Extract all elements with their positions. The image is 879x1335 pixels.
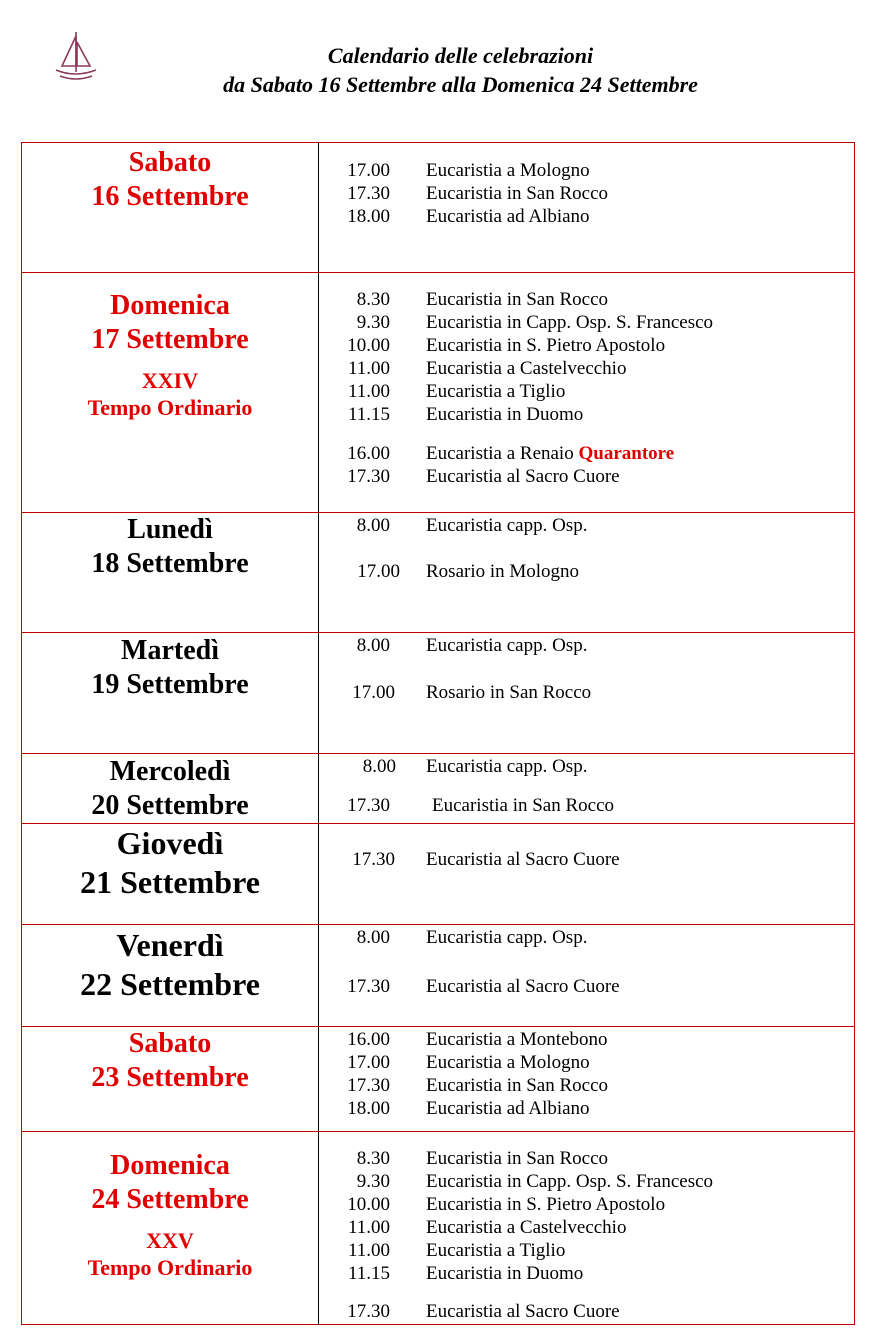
day-row-venerdi-22: [22, 924, 854, 1027]
calendar-date-range: da Sabato 16 Settembre alla Domenica 24 Settembre: [223, 72, 698, 97]
day-label: [22, 289, 318, 421]
event-time: 17.30: [347, 795, 390, 816]
calendar-title: Calendario delle celebrazioni: [327, 43, 594, 68]
event-desc: Eucaristia a Tiglio: [426, 381, 566, 402]
day-label: [22, 634, 318, 702]
liturgical-week: XXV: [146, 1228, 194, 1253]
event-desc: Eucaristia a Montebono: [426, 1029, 608, 1050]
event-time: 17.30: [352, 849, 395, 870]
event-time: 11.15: [347, 404, 390, 425]
event-desc: Eucaristia a Mologno: [426, 160, 590, 181]
event-time: 17.30: [347, 1075, 390, 1096]
day-row-domenica-17: [22, 272, 854, 513]
event-time: 17.30: [347, 1301, 390, 1322]
day-label: [22, 824, 318, 902]
day-name: Giovedì: [116, 825, 224, 861]
event-desc: Eucaristia al Sacro Cuore: [426, 1301, 620, 1322]
event-desc: Eucaristia al Sacro Cuore: [426, 466, 620, 487]
quarantore-highlight: Quarantore: [578, 443, 675, 464]
day-date: 17 Settembre: [91, 324, 249, 355]
event-desc: Eucaristia in Duomo: [426, 1263, 584, 1284]
liturgical-season: Tempo Ordinario: [87, 1255, 253, 1280]
event-desc: Eucaristia capp. Osp.: [426, 635, 588, 656]
day-label: [22, 146, 318, 214]
event-time: 17.30: [347, 466, 390, 487]
event-desc: Rosario in Mologno: [426, 561, 580, 582]
event-desc-text: Eucaristia a Renaio: [426, 443, 574, 464]
day-row-giovedi-21: [22, 823, 854, 925]
event-desc: Eucaristia capp. Osp.: [426, 756, 588, 777]
event-time: 9.30: [356, 1171, 390, 1192]
column-divider: [318, 1027, 319, 1132]
column-divider: [318, 143, 319, 272]
day-label: [22, 1027, 318, 1095]
event-time: 16.00: [347, 1029, 390, 1050]
column-divider: [318, 513, 319, 633]
event-desc: Eucaristia in San Rocco: [426, 289, 609, 310]
event-time: 9.30: [356, 312, 390, 333]
column-divider: [318, 925, 319, 1027]
column-divider: [318, 824, 319, 925]
event-time: 16.00: [347, 443, 390, 464]
event-time: 11.00: [347, 1240, 390, 1261]
event-time: 8.30: [356, 1148, 390, 1169]
event-desc: Eucaristia in San Rocco: [432, 795, 615, 816]
column-divider: [318, 754, 319, 824]
event-time: 17.30: [347, 976, 390, 997]
day-date: 21 Settembre: [80, 864, 260, 900]
event-time: 8.00: [356, 927, 390, 948]
day-date: 19 Settembre: [91, 669, 249, 700]
event-time: 18.00: [347, 206, 390, 227]
event-desc: Eucaristia capp. Osp.: [426, 515, 588, 536]
event-time: 17.00: [347, 160, 390, 181]
event-desc: Eucaristia in Capp. Osp. S. Francesco: [426, 1171, 714, 1192]
event-desc: Eucaristia in Capp. Osp. S. Francesco: [426, 312, 714, 333]
event-desc: Eucaristia in S. Pietro Apostolo: [426, 1194, 666, 1215]
day-label: [22, 926, 318, 1004]
day-row-mercoledi-20: [22, 753, 854, 824]
day-name: Sabato: [128, 1028, 212, 1059]
day-date: 20 Settembre: [91, 790, 249, 821]
day-date: 16 Settembre: [91, 181, 249, 212]
event-desc: Eucaristia in Duomo: [426, 404, 584, 425]
event-desc: Eucaristia al Sacro Cuore: [426, 849, 620, 870]
event-desc: Eucaristia in San Rocco: [426, 183, 609, 204]
event-time: 11.00: [347, 1217, 390, 1238]
event-desc: Rosario in San Rocco: [426, 682, 592, 703]
day-row-sabato-23: [22, 1026, 854, 1132]
day-name: Sabato: [128, 147, 212, 178]
event-desc: Eucaristia a Castelvecchio: [426, 358, 627, 379]
event-desc: Eucaristia in San Rocco: [426, 1075, 609, 1096]
event-desc: Eucaristia capp. Osp.: [426, 927, 588, 948]
day-name: Domenica: [110, 290, 230, 321]
day-date: 24 Settembre: [91, 1184, 249, 1215]
event-desc: Eucaristia a Tiglio: [426, 1240, 566, 1261]
event-time: 11.00: [347, 358, 390, 379]
column-divider: [318, 1132, 319, 1325]
column-divider: [318, 633, 319, 754]
day-date: 18 Settembre: [91, 548, 249, 579]
day-row-sabato-16: [22, 143, 854, 272]
event-desc: Eucaristia ad Albiano: [426, 1098, 590, 1119]
event-desc: [426, 442, 674, 465]
day-name: Martedì: [121, 635, 219, 666]
day-label: [22, 513, 318, 581]
event-desc: Eucaristia al Sacro Cuore: [426, 976, 620, 997]
liturgical-week: XXIV: [141, 368, 199, 393]
event-time: 17.00: [357, 561, 400, 582]
day-row-martedi-19: [22, 632, 854, 754]
event-time: 8.30: [356, 289, 390, 310]
column-divider: [318, 273, 319, 513]
event-time: 8.00: [356, 515, 390, 536]
day-name: Mercoledì: [109, 756, 231, 787]
event-time: 17.30: [347, 183, 390, 204]
day-row-lunedi-18: [22, 512, 854, 633]
day-label: [22, 1149, 318, 1281]
event-time: 10.00: [347, 335, 390, 356]
event-time: 11.15: [347, 1263, 390, 1284]
event-desc: Eucaristia in San Rocco: [426, 1148, 609, 1169]
day-date: 22 Settembre: [80, 966, 260, 1002]
liturgical-season: Tempo Ordinario: [87, 395, 253, 420]
event-time: 8.00: [362, 756, 396, 777]
day-row-domenica-24: [22, 1131, 854, 1325]
day-date: 23 Settembre: [91, 1062, 249, 1093]
event-desc: Eucaristia a Castelvecchio: [426, 1217, 627, 1238]
event-desc: Eucaristia in S. Pietro Apostolo: [426, 335, 666, 356]
event-desc: Eucaristia ad Albiano: [426, 206, 590, 227]
day-name: Venerdì: [116, 927, 224, 963]
day-name: Domenica: [110, 1150, 230, 1181]
event-desc: Eucaristia a Mologno: [426, 1052, 590, 1073]
event-time: 18.00: [347, 1098, 390, 1119]
celebrations-table: [21, 142, 855, 1325]
event-time: 11.00: [347, 381, 390, 402]
event-time: 8.00: [356, 635, 390, 656]
day-name: Lunedì: [127, 514, 213, 545]
day-label: [22, 755, 318, 823]
event-time: 17.00: [352, 682, 395, 703]
event-time: 17.00: [347, 1052, 390, 1073]
event-time: 10.00: [347, 1194, 390, 1215]
